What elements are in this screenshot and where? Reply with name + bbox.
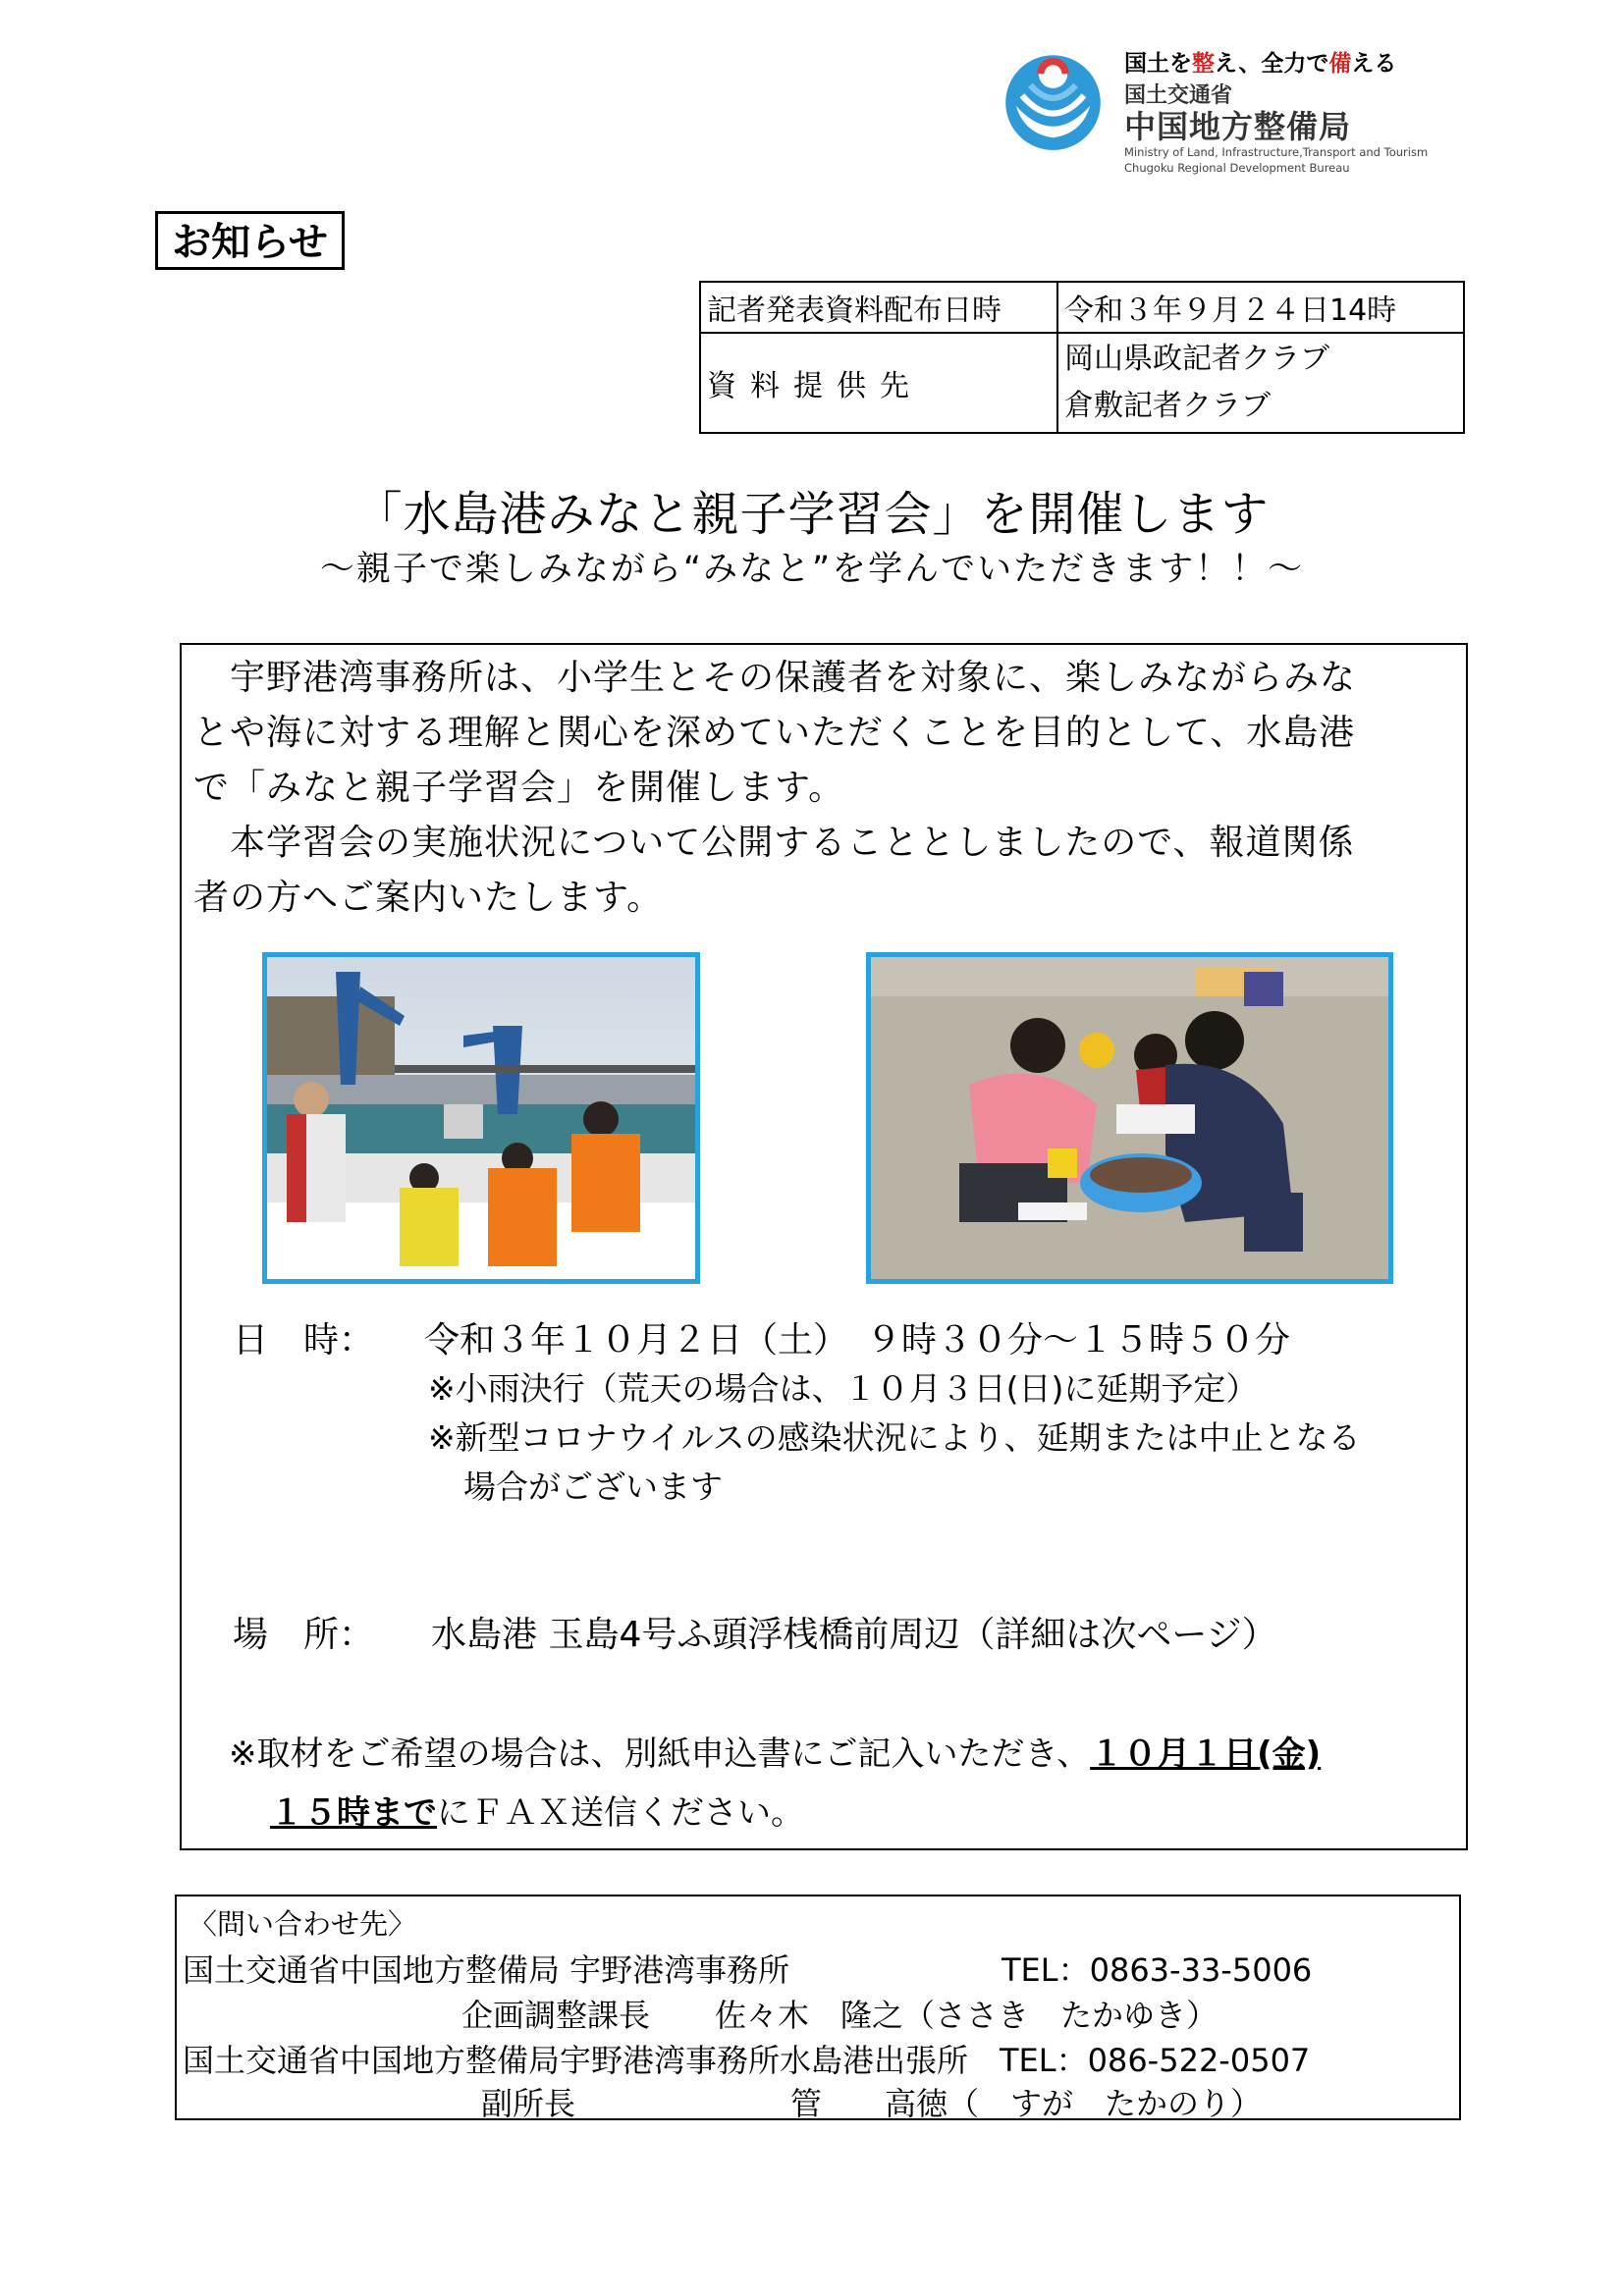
contact-person-1-name: 佐々木 隆之（ささき たかゆき） xyxy=(715,1997,1218,2034)
body-line-4: 本学習会の実施状況について公開することとしましたので、報道関係 xyxy=(193,823,1355,863)
recipient-cell xyxy=(1057,333,1464,433)
press-date-label: 記者発表資料配布日時 xyxy=(700,282,1057,333)
mlit-logo-icon xyxy=(1001,49,1105,152)
beach-activity-photo xyxy=(866,952,1393,1284)
contact-person-1-title: 企画調整課長 xyxy=(461,1997,651,2034)
body-line-2: とや海に対する理解と関心を深めていただくことを目的として、水島港 xyxy=(193,713,1356,753)
slogan: 国土を整え、全力で備える xyxy=(1124,51,1397,77)
contact-person-2-name: 管 高徳（ すが たかのり） xyxy=(790,2085,1263,2122)
date-label: 日 時： xyxy=(233,1320,375,1361)
boat-tour-photo xyxy=(262,952,700,1284)
contact-person-2-title: 副所長 xyxy=(481,2085,576,2122)
press-date-value: 令和３年９月２４日14時 xyxy=(1057,282,1464,333)
ministry-name: 国土交通省 xyxy=(1124,83,1233,108)
covid-note-cont: 場合がございます xyxy=(463,1468,723,1506)
date-value: 令和３年１０月２日（土） ９時３０分～１５時５０分 xyxy=(424,1320,1291,1361)
english-bureau: Chugoku Regional Development Bureau xyxy=(1124,161,1350,175)
press-info-table xyxy=(699,281,1465,434)
request-line-2: １５時までにＦＡＸ送信ください。 xyxy=(270,1793,804,1833)
contact-box xyxy=(175,1895,1461,2120)
beach-activity-image xyxy=(871,957,1388,1279)
place-value: 水島港 玉島4号ふ頭浮桟橋前周辺（詳細は次ページ） xyxy=(431,1615,1277,1655)
page-subtitle: ～親子で楽しみながら“みなと”を学んでいただきます！！～ xyxy=(319,550,1305,589)
place-label: 場 所： xyxy=(233,1615,375,1655)
contact-tel-2: TEL：086-522-0507 xyxy=(1000,2042,1311,2079)
body-line-5: 者の方へご案内いたします。 xyxy=(193,878,664,918)
bureau-name: 中国地方整備局 xyxy=(1124,108,1352,145)
contact-heading: 〈問い合わせ先〉 xyxy=(189,1907,417,1941)
request-line-1: ※取材をご希望の場合は、別紙申込書にご記入いただき、１０月１日(金) xyxy=(229,1735,1322,1774)
boat-tour-image xyxy=(267,957,695,1279)
recipient-label: 資料提供先 xyxy=(700,333,1057,433)
rain-note: ※小雨決行（荒天の場合は、１０月３日(日)に延期予定） xyxy=(428,1369,1259,1408)
english-ministry: Ministry of Land, Infrastructure,Transport and Tourism xyxy=(1124,145,1429,159)
contact-tel-1: TEL：0863-33-5006 xyxy=(1001,1951,1313,1989)
body-line-3: で「みなと親子学習会」を開催します。 xyxy=(193,768,845,808)
covid-note: ※新型コロナウイルスの感染状況により、延期または中止となる xyxy=(428,1418,1361,1457)
contact-org-1: 国土交通省中国地方整備局 宇野港湾事務所 xyxy=(183,1951,790,1989)
bureau-logo xyxy=(1001,39,1492,187)
page-title: 「水島港みなと親子学習会」を開催します xyxy=(354,487,1270,542)
notice-label: お知らせ xyxy=(155,211,345,270)
recipient-2: 倉敷記者クラブ xyxy=(1064,389,1271,423)
body-line-1: 宇野港湾事務所は、小学生とその保護者を対象に、楽しみながらみな xyxy=(193,658,1357,698)
recipient-1: 岡山県政記者クラブ xyxy=(1064,342,1329,376)
announcement-box xyxy=(180,643,1468,1850)
contact-org-2: 国土交通省中国地方整備局宇野港湾事務所水島港出張所 xyxy=(183,2042,969,2079)
